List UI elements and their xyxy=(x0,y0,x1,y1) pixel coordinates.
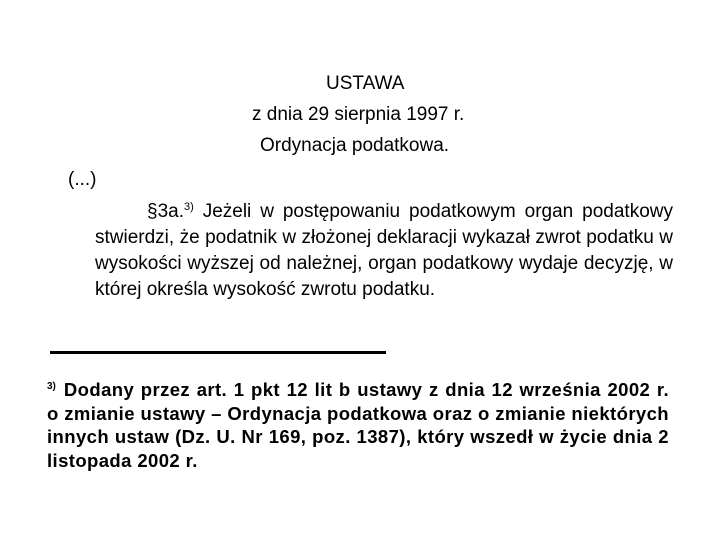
act-header xyxy=(230,68,530,161)
omission-marker: (...) xyxy=(68,169,97,190)
act-name: Ordynacja podatkowa. xyxy=(260,135,450,156)
footnote-separator xyxy=(50,351,386,354)
article-text: Jeżeli w postępowaniu podatkowym organ podatkowy stwierdzi, że podatnik w złożonej deklaracji wykazał zwrot podatku w wysokości wyższej od należnej, organ podatkowy wydaje decyzję, w której określa wysokość zwrotu podatku. xyxy=(95,201,673,300)
act-date: z dnia 29 sierpnia 1997 r. xyxy=(252,104,465,125)
footnote-marker: 3) xyxy=(47,381,56,392)
article-paragraph xyxy=(95,199,673,303)
section-number: §3a. xyxy=(147,201,184,222)
footnote xyxy=(47,378,669,472)
act-type-title: USTAWA xyxy=(326,73,405,94)
footnote-reference: 3) xyxy=(183,201,194,213)
footnote-text: Dodany przez art. 1 pkt 12 lit b ustawy z dnia 12 września 2002 r. o zmianie ustawy – Ordynacja podatkowa oraz o zmianie niektórych innych ustaw (Dz. U. Nr 169, poz. 1387), który wszedł w życie dnia 2 listopada 2002 r. xyxy=(47,379,669,471)
